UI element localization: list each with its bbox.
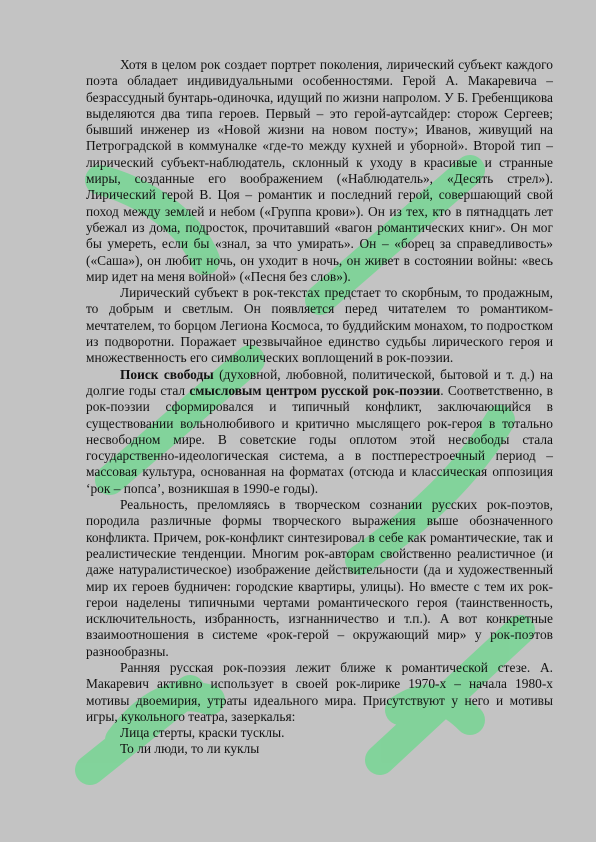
- text-run: (духовной, любовной, политической, бытовой и т. д.) на долгие годы стал: [86, 366, 554, 398]
- text-run: Ранняя русская рок-поэзия лежит ближе к романтической стезе. А. Макаревич активно использует в своей рок-лирике 1970-х – начала 1980-х мотивы двоемирия, утраты идеального мира. Присутствуют у него и мотивы игры, кукольного театра, зазеркалья:: [86, 659, 553, 724]
- paragraph: [86, 367, 553, 497]
- paragraph: [86, 497, 553, 660]
- bold-phrase: смысловым центром русской рок-поэзии: [189, 382, 441, 398]
- bold-phrase: Поиск свободы: [120, 366, 214, 382]
- text-run: Реальность, преломляясь в творческом сознании русских рок-поэтов, породила различные формы творческого выражения выше обозначенного конфликта. Причем, рок-конфликт синтезировал в себе как романтические, так и реалистические тенденции. Многим рок-авторам свойственно реалистичное (и даже натуралистическое) изображение действительности (да и художественный мир их героев будничен: городские квартиры, улицы). Но вместе с тем их рок-герои наделены типичными чертами романтического героя (таинственность, исключительность, избранность, изгнанничество и т.п.). А вот конкретные взаимоотношения в системе «рок-герой – окружающий мир» у рок-поэтов разнообразны.: [86, 497, 553, 659]
- document-body: [86, 57, 553, 758]
- verse-line: То ли люди, то ли куклы: [120, 741, 260, 757]
- text-run: . Соответственно, в рок-поэзии сформировался и типичный конфликт, заключающийся в существовании вольнолюбивого и критично мыслящего рок-героя в тотально несвободном мире. В советские годы оплотом этой несвободы стала государственно-идеологическая система, а в постперестроечный период – массовая культура, основанная на форматах (отсюда и классическая оппозиция ‘рок – попса’, возникшая в 1990-е годы).: [86, 382, 553, 496]
- text-run: Хотя в целом рок создает портрет поколения, лирический субъект каждого поэта обладает индивидуальными особенностями. Герой А. Макаревича – безрассудный бунтарь-одиночка, идущий по жизни напролом. У Б. Гребенщикова выделяются два типа героев. Первый – это герой-аутсайдер: сторож Сергеев; бывший инженер из «Новой жизни на новом посту»; Иванов, живущий на Петроградской в коммуналке «где-то между кухней и уборной». Второй тип – лирический субъект-наблюдатель, склонный к уходу в красивые и странные миры, созданные его воображением («Наблюдатель», «Десять стрел»). Лирический герой В. Цоя – романтик и последний герой, совершающий свой поход между землей и небом («Группа крови»). Он из тех, кто в пятнадцать лет убежал из дома, подросток, прочитавший «вагон романтических книг». Он мог бы умереть, если бы «знал, за что умирать». Он – «борец за справедливость» («Саша»), он любит ночь, он уходит в ночь, он живет в состоянии войны: «весь мир идет на меня войной» («Песня без слов»).: [86, 57, 553, 284]
- verse-line: Лица стерты, краски тусклы.: [120, 725, 285, 741]
- text-run: Лирический субъект в рок-текстах предстает то скорбным, то продажным, то добрым и светлым. Он появляется перед читателем то романтиком-мечтателем, то борцом Легиона Космоса, то буддийским монахом, то подростком из подворотни. Поражает чрезвычайное единство судьбы лирического героя и множественность его символических воплощений в рок-поэзии.: [86, 285, 553, 366]
- paragraph: [86, 660, 553, 725]
- paragraph: [86, 285, 553, 366]
- paragraph: [86, 57, 553, 285]
